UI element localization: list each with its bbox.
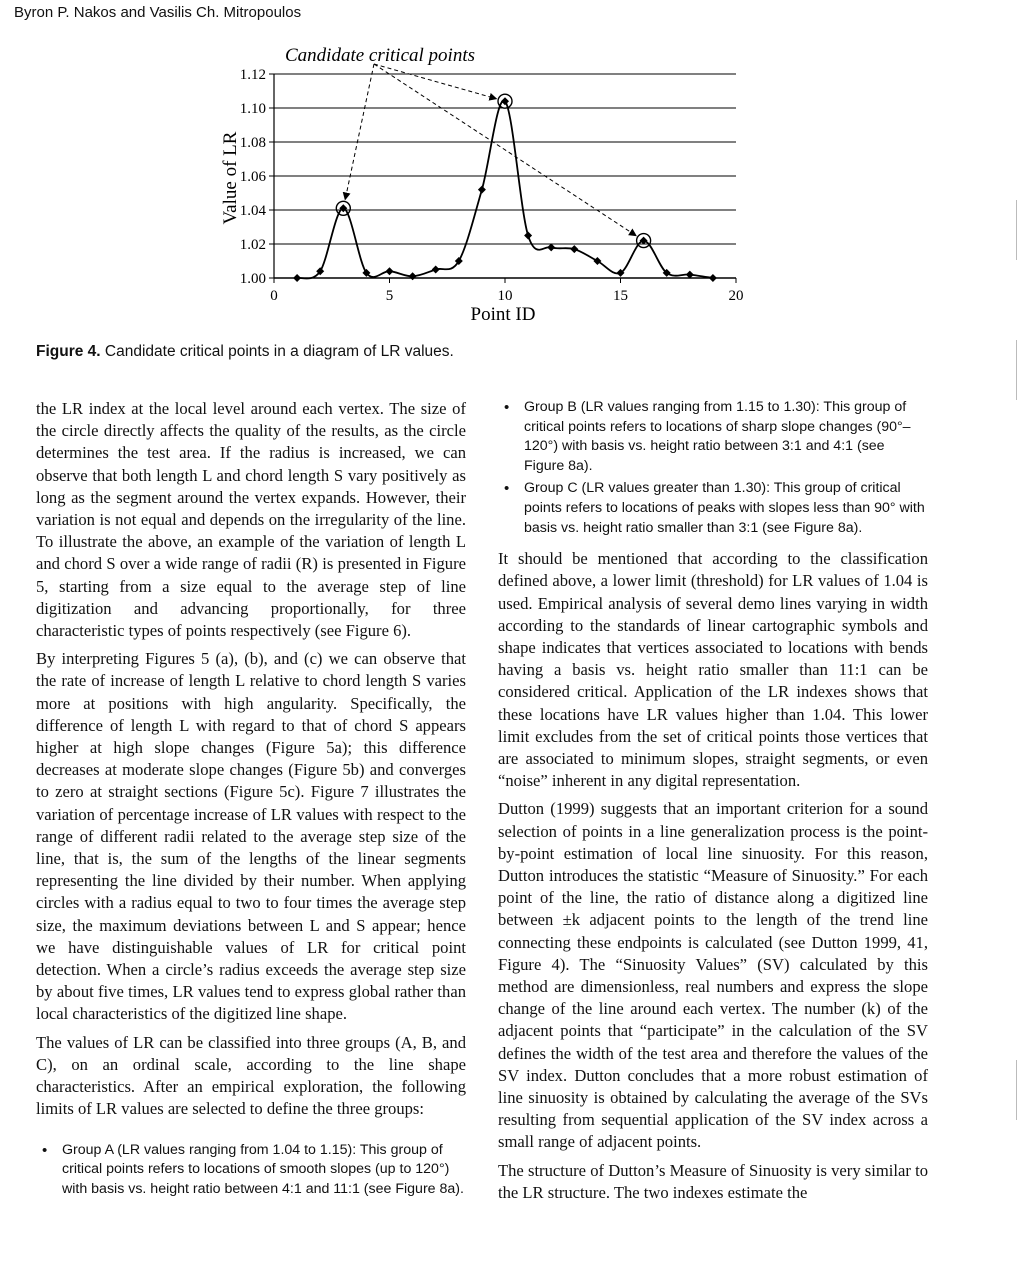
data-point	[709, 274, 717, 282]
left-column	[36, 398, 466, 1209]
list-item-group-a: • Group A (LR values ranging from 1.04 to 1.15): This group of critical points refers to locations of smooth slopes (up to 120°) with basis vs. height ratio between 4:1 and 11:1 (see Figure 8a).	[36, 1141, 466, 1200]
data-point	[570, 245, 578, 253]
list-item-group-c: • Group C (LR values greater than 1.30): This group of critical points refers to locations of peaks with slopes less than 90° with basis vs. height ratio smaller than 3:1 (see Figure 8a).	[498, 479, 928, 538]
data-point	[293, 274, 301, 282]
data-point	[547, 243, 555, 251]
list-item-group-b: • Group B (LR values ranging from 1.15 to 1.30): This group of critical points refers to locations of sharp slope changes (90°–120°) with basis vs. height ratio between 3:1 and 4:1 (see Figure 8a).	[498, 398, 928, 476]
margin-mark	[1016, 340, 1017, 400]
data-point	[432, 266, 440, 274]
y-tick-label: 1.00	[239, 271, 266, 287]
data-point	[478, 186, 486, 194]
paragraph: By interpreting Figures 5 (a), (b), and (c) we can observe that the rate of increase of length L relative to chord length S varies more at positions with high angularity. Specifically, the difference of length L with regard to that of chord S appears higher at high slope changes (Figure 5a); this difference decreases at moderate slope changes (Figure 5b) and converges to zero at straight sections (Figure 5c). Figure 7 illustrates the variation of percentage increase of LR values with respect to the range of different radii related to the average step size of the line, that is, the sum of the lengths of the linear segments representing the line divided by their number. When applying circles with a radius equal to two to four times the average step size, the maximum deviations between L and S appear; hence we have distinguishable values of LR for critical point detection. When a circle’s radius exceeds the average step size by about five times, LR values tend to express global rather than local characteristics of the digitized line shape.	[36, 649, 466, 1024]
y-tick-label: 1.10	[239, 101, 266, 117]
right-column	[498, 398, 928, 1210]
running-header: Byron P. Nakos and Vasilis Ch. Mitropoulos	[14, 4, 302, 21]
paragraph: It should be mentioned that according to the classification defined above, a lower limit (threshold) for LR values of 1.04 is used. Empirical analysis of several demo lines varying in width according to the standards of linear cartographic symbols and shape indicates that vertices associated to locations with bends having a basis vs. height ratio smaller than 11:1 can be considered critical. Application of the LR indexes shows that these locations have LR values higher than 1.04. This lower limit excludes from the set of critical points those vertices that are associated to minimum slopes, straight segments, or even “noise” inherent in any digital representation.	[498, 549, 928, 791]
lr-series-line	[297, 101, 713, 279]
x-tick-label: 0	[270, 288, 278, 304]
x-tick-label: 15	[613, 288, 628, 304]
x-tick-label: 5	[385, 288, 394, 304]
y-tick-label: 1.08	[239, 135, 266, 151]
y-tick-label: 1.04	[239, 203, 266, 219]
y-tick-label: 1.06	[239, 169, 266, 185]
x-tick-label: 20	[728, 288, 744, 304]
group-list	[36, 1141, 466, 1200]
data-point	[640, 237, 648, 245]
group-list	[498, 398, 928, 538]
y-axis-label: Value of LR	[220, 131, 241, 225]
critical-point-arrow	[374, 64, 496, 99]
figure-4-chart	[0, 0, 1024, 340]
chart-title: Candidate critical points	[285, 45, 475, 66]
figure-label: Figure 4.	[36, 343, 101, 360]
paragraph: The values of LR can be classified into three groups (A, B, and C), on an ordinal scale, according to the line shape characteristics. After an empirical exploration, the following limits of LR values are selected to define the three groups:	[36, 1032, 466, 1119]
figure-caption-text: Candidate critical points in a diagram of LR values.	[100, 343, 454, 360]
critical-point-arrow	[345, 64, 374, 199]
x-tick-label: 10	[497, 288, 513, 304]
margin-mark	[1016, 1060, 1017, 1120]
figure-caption	[36, 343, 454, 361]
x-axis-label: Point ID	[470, 304, 536, 325]
data-point	[501, 97, 509, 105]
margin-mark	[1016, 200, 1017, 260]
paragraph: The structure of Dutton’s Measure of Sinuosity is very similar to the LR structure. The two indexes estimate the	[498, 1160, 928, 1202]
paragraph: the LR index at the local level around each vertex. The size of the circle directly affects the quality of the results, as the circle determines the test area. If the radius is increased, we can observe that both length L and chord length S vary positively as long as the segment around the vertex expands. However, their variation is not equal and depends on the irregularity of the line. To illustrate the above, an example of the variation of length L and chord S over a wide range of radii (R) is presented in Figure 5, starting from a size equal to the average step of line digitization and advancing proportionally, for three characteristic types of points respectively (see Figure 6).	[36, 399, 466, 641]
y-tick-label: 1.12	[239, 67, 266, 83]
data-point	[386, 267, 394, 275]
y-tick-label: 1.02	[239, 237, 266, 253]
data-point	[409, 272, 417, 280]
data-point	[524, 232, 532, 240]
paragraph: Dutton (1999) suggests that an important criterion for a sound selection of points in a line generalization process is the point-by-point estimation of local line sinuosity. For this reason, Dutton introduces the statistic “Measure of Sinuosity.” For each point of the line, the ratio of distance along a digitized line between ±k adjacent points to the length of the trend line connecting these endpoints is calculated (see Dutton 1999, 41, Figure 4). The “Sinuosity Values” (SV) calculated by this method are dimensionless, real numbers and express the slope change of the line around each vertex. The number (k) of the adjacent points that “participate” in the calculation of the SV defines the width of the test area and therefore the values of the SV index. Dutton concludes that a more robust estimation of line sinuosity is obtained by calculating the average of the SVs resulting from sequential application of the SV index across a small range of adjacent points.	[498, 799, 928, 1152]
